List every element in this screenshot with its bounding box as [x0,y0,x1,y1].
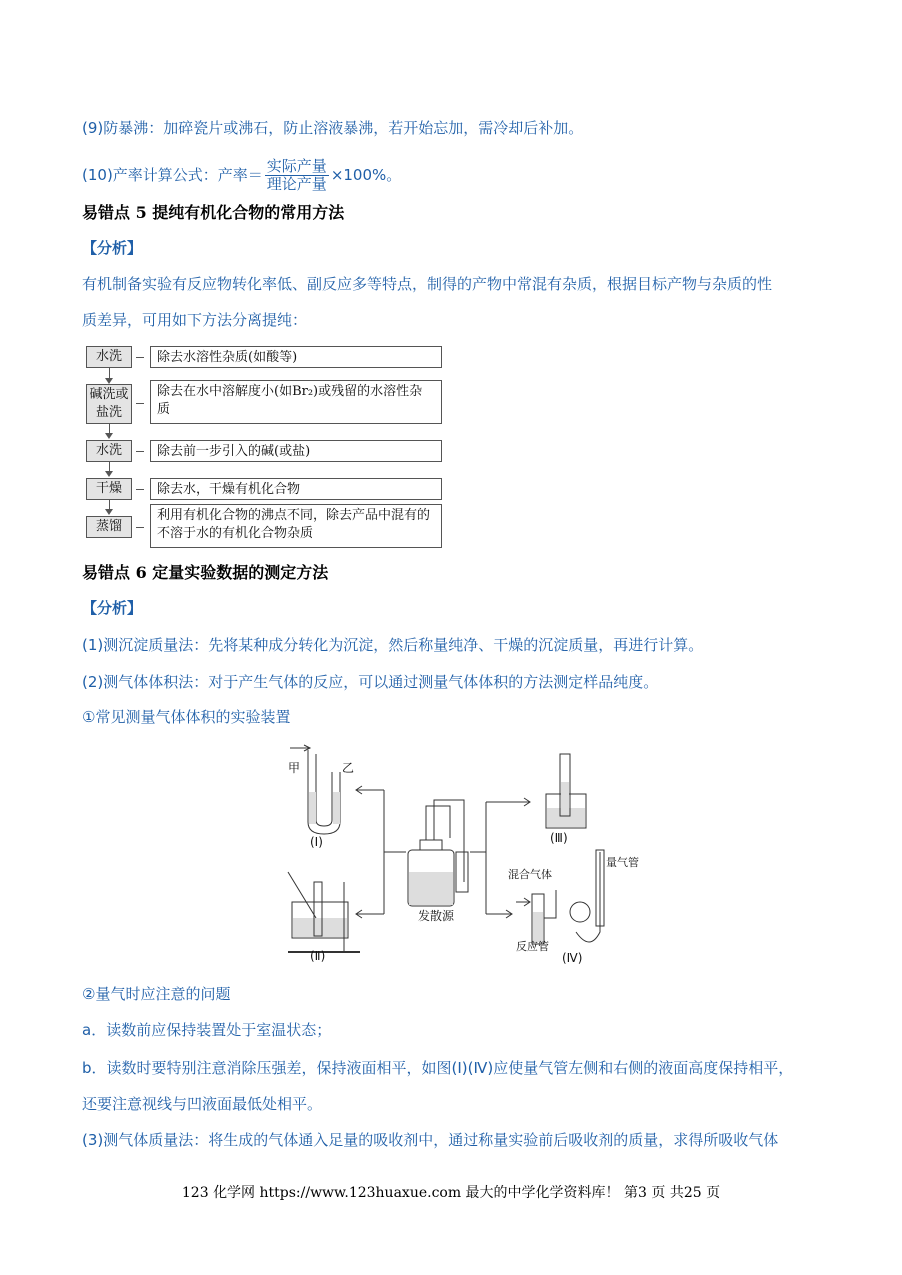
flow-arrow-head [105,433,113,439]
text-line-10 [82,158,401,193]
flow-step-3-label: 水洗 [86,440,132,462]
label-reaction-tube: 反应管 [516,940,549,953]
fraction-denominator: 理论产量 [266,175,327,193]
section-5-paragraph-1: 有机制备实验有反应物转化率低、副反应多等特点，制得的产物中常混有杂质，根据目标产物与杂质的性 [82,275,773,293]
flow-step-1-desc: 除去水溶性杂质(如酸等) [150,346,442,368]
section-6-paragraph-2: (2)测气体体积法：对于产生气体的反应，可以通过测量气体体积的方法测定样品纯度。 [82,673,659,691]
apparatus-ii-beaker-burette [288,872,360,952]
section-6-analysis-label: 【分析】 [82,599,143,617]
label-yi: 乙 [342,761,355,775]
section-6-paragraph-8: (3)测气体质量法：将生成的气体通入足量的吸收剂中，通过称量实验前后吸收剂的质量，求得所吸收气体 [82,1131,779,1149]
label-jia: 甲 [288,761,301,775]
section-5-analysis-label: 【分析】 [82,239,143,257]
yield-fraction [265,158,329,193]
flow-connector [136,357,144,358]
flow-connector [136,527,144,528]
flow-step-5-label: 蒸馏 [86,516,132,538]
purification-flowchart [86,344,446,548]
section-5-paragraph-2: 质差异，可用如下方法分离提纯： [82,311,308,329]
label-iv: (Ⅳ) [562,951,583,965]
gas-volume-apparatus-diagram [280,742,639,972]
flow-step-1-label: 水洗 [86,346,132,368]
text-line-9: (9)防暴沸：加碎瓷片或沸石，防止溶液暴沸，若开始忘加，需冷却后补加。 [82,119,584,137]
label-source: 发散源 [418,909,455,923]
flow-arrow-head [105,471,113,477]
section-6-paragraph-5: a．读数前应保持装置处于室温状态； [82,1021,332,1039]
flow-step-3-desc: 除去前一步引入的碱(或盐) [150,440,442,462]
yield-formula-suffix: ×100%。 [330,166,402,184]
flow-step-4-desc: 除去水，干燥有机化合物 [150,478,442,500]
apparatus-iv-gas-burette [516,850,604,944]
label-i: (Ⅰ) [310,835,323,849]
flow-step-4-label: 干燥 [86,478,132,500]
section-6-paragraph-3: ①常见测量气体体积的实验装置 [82,708,291,726]
section-6-paragraph-4: ②量气时应注意的问题 [82,985,231,1003]
flow-step-2-desc: 除去在水中溶解度小(如Br₂)或残留的水溶性杂质 [150,380,442,424]
flow-connector [136,489,144,490]
flow-connector [136,451,144,452]
section-6-paragraph-1: (1)测沉淀质量法：先将某种成分转化为沉淀，然后称量纯净、干燥的沉淀质量，再进行计算。 [82,636,704,654]
flow-step-5-desc: 利用有机化合物的沸点不同，除去产品中混有的不溶于水的有机化合物杂质 [150,504,442,548]
page-footer: 123 化学网 https://www.123huaxue.com 最大的中学化学资料库！ 第3 页 共25 页 [181,1185,721,1201]
label-ii: (Ⅱ) [310,949,326,963]
label-mixed-gas: 混合气体 [508,868,552,881]
apparatus-iii-beaker [546,754,586,828]
flow-connector [136,403,144,404]
label-gas-burette: 量气管 [606,856,639,869]
flow-step-2-label: 碱洗或盐洗 [86,384,132,424]
flow-arrow-head [105,509,113,515]
apparatus-i-u-tube [290,745,340,834]
section-5-heading: 易错点 5 提纯有机化合物的常用方法 [82,203,345,222]
label-iii: (Ⅲ) [550,831,568,845]
gas-source-bottle [408,800,468,906]
section-6-paragraph-7: 还要注意视线与凹液面最低处相平。 [82,1095,323,1113]
flow-arrow-line [109,368,110,378]
section-6-paragraph-6: b．读数时要特别注意消除压强差，保持液面相平，如图(Ⅰ)(Ⅳ)应使量气管左侧和右侧的液面高度保持相平， [82,1059,794,1077]
fraction-numerator: 实际产量 [266,157,327,175]
section-6-heading: 易错点 6 定量实验数据的测定方法 [82,563,329,582]
yield-formula-prefix: (10)产率计算公式：产率＝ [82,166,263,184]
